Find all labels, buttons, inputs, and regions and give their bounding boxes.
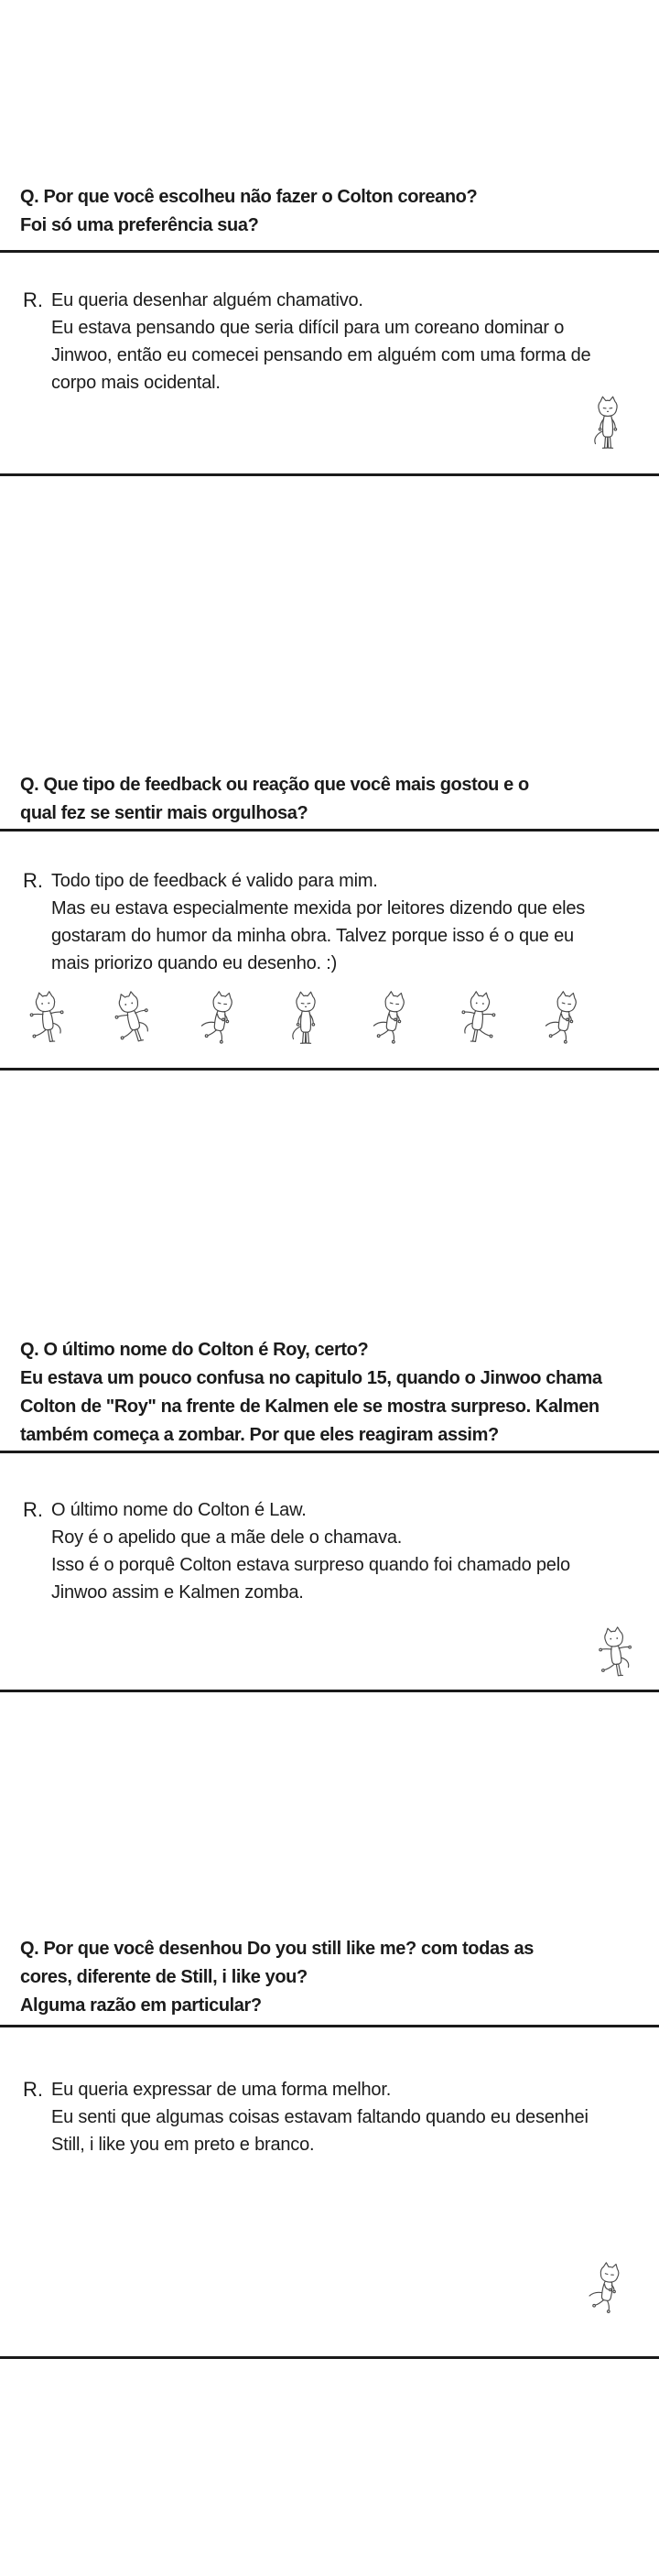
answer-text-line: Eu senti que algumas coisas estavam faltando quando eu desenhei — [51, 2107, 589, 2127]
answer-text-line: corpo mais ocidental. — [51, 373, 221, 393]
answer-text-line: Jinwoo assim e Kalmen zomba. — [51, 1582, 304, 1603]
question-2 — [20, 771, 529, 828]
section-divider — [0, 2025, 659, 2027]
answer-text-line: mais priorizo quando eu desenho. :) — [51, 953, 338, 973]
question-text-line: também começa a zombar. Por que eles reagiram assim? — [20, 1425, 499, 1445]
section-divider — [0, 1068, 659, 1071]
dancing-cat-doodle-icon — [104, 987, 162, 1060]
answer-3 — [51, 1496, 570, 1606]
section-divider — [0, 473, 659, 476]
question-text-line: qual fez se sentir mais orgulhosa? — [20, 803, 308, 823]
running-cat-doodle-icon — [367, 990, 416, 1056]
answer-text-line: Eu estava pensando que seria difícil para um coreano dominar o — [51, 318, 565, 338]
answer-1 — [51, 287, 590, 397]
question-text-line: Eu estava um pouco confusa no capitulo 15, quando o Jinwoo chama — [20, 1368, 602, 1388]
dancing-cat-doodle-icon — [591, 1626, 641, 1689]
answer-text-line: Eu queria desenhar alguém chamativo. — [51, 290, 363, 310]
answer-2 — [51, 867, 585, 977]
question-text-line: Colton de "Roy" na frente de Kalmen ele se mostra surpreso. Kalmen — [20, 1397, 600, 1417]
question-3 — [20, 1336, 602, 1450]
section-divider — [0, 250, 659, 253]
question-4 — [20, 1935, 534, 2020]
answer-text-line: gostaram do humor da minha obra. Talvez porque isso é o que eu — [51, 926, 574, 946]
question-text-line: Alguma razão em particular? — [20, 1995, 262, 2016]
dancing-cat-doodle-icon — [23, 990, 72, 1056]
answer-text-line: Roy é o apelido que a mãe dele o chamava. — [51, 1527, 403, 1548]
question-text-line: Q. Por que você escolheu não fazer o Colton coreano? — [20, 187, 478, 207]
answer-text-line: Eu queria expressar de uma forma melhor. — [51, 2080, 392, 2100]
answer-label: R. — [23, 1498, 43, 1521]
section-divider — [0, 829, 659, 831]
answer-label: R. — [23, 2078, 43, 2101]
running-cat-doodle-icon — [539, 990, 589, 1056]
section-divider — [0, 1690, 659, 1692]
answer-text-line: Still, i like you em preto e branco. — [51, 2135, 315, 2155]
answer-4 — [51, 2076, 589, 2158]
answer-text-line: O último nome do Colton é Law. — [51, 1500, 307, 1520]
running-cat-doodle-icon — [195, 990, 244, 1056]
question-text-line: Q. Por que você desenhou Do you still like me? com todas as — [20, 1939, 534, 1959]
question-text-line: Q. O último nome do Colton é Roy, certo? — [20, 1340, 369, 1360]
answer-text-line: Mas eu estava especialmente mexida por leitores dizendo que eles — [51, 898, 586, 918]
question-text-line: cores, diferente de Still, i like you? — [20, 1967, 308, 1987]
answer-label: R. — [23, 288, 43, 311]
answer-text-line: Isso é o porquê Colton estava surpreso quando foi chamado pelo — [51, 1555, 570, 1575]
question-1 — [20, 183, 477, 240]
standing-cat-doodle-icon — [583, 395, 632, 461]
standing-cat-doodle-icon — [281, 990, 330, 1056]
answer-text-line: Jinwoo, então eu comecei pensando em alguém com uma forma de — [51, 345, 591, 365]
answer-label: R. — [23, 869, 43, 892]
section-divider — [0, 1451, 659, 1453]
answer-text-line: Todo tipo de feedback é valido para mim. — [51, 871, 378, 891]
question-text-line: Foi só uma preferência sua? — [20, 215, 259, 235]
running-cat-doodle-icon — [582, 2262, 632, 2324]
dancing-cat-doodle-icon — [453, 990, 502, 1056]
question-text-line: Q. Que tipo de feedback ou reação que você mais gostou e o — [20, 775, 529, 795]
section-divider — [0, 2356, 659, 2359]
